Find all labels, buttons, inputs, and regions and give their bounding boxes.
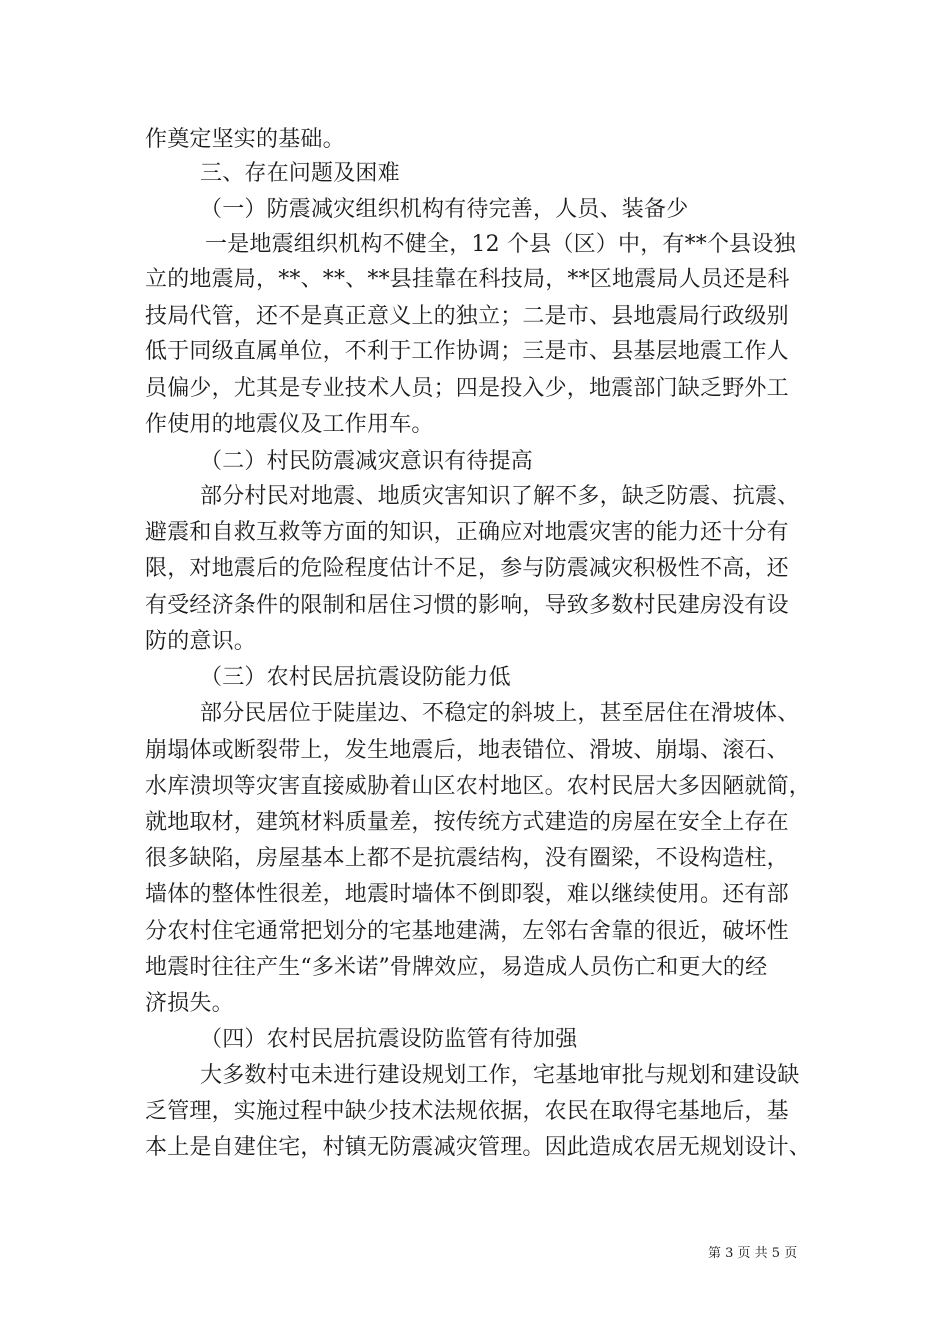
text-line: 限，对地震后的危险程度估计不足，参与防震减灾积极性不高，还 — [145, 556, 789, 581]
text-line: 避震和自救互救等方面的知识，正确应对地震灾害的能力还十分有 — [145, 520, 789, 545]
text-line: 部分村民对地震、地质灾害知识了解不多，缺乏防震、抗震、 — [200, 484, 800, 509]
subsection-heading: （三）农村民居抗震设防能力低 — [200, 665, 511, 690]
text-line: 低于同级直属单位，不利于工作协调；三是市、县基层地震工作人 — [145, 339, 789, 364]
section-heading: 三、存在问题及困难 — [200, 161, 400, 186]
text-line: 有受经济条件的限制和居住习惯的影响，导致多数村民建房没有设 — [145, 593, 789, 618]
text-line: 员偏少，尤其是专业技术人员；四是投入少，地震部门缺乏野外工 — [145, 376, 789, 401]
text-line: 本上是自建住宅，村镇无防震减灾管理。因此造成农居无规划设计、 — [145, 1135, 812, 1160]
text-line: 作使用的地震仪及工作用车。 — [145, 412, 434, 437]
text-line: 作奠定坚实的基础。 — [145, 127, 345, 152]
text-line: 崩塌体或断裂带上，发生地震后，地表错位、滑坡、崩塌、滚石、 — [145, 738, 789, 763]
text-line: 立的地震局，**、**、**县挂靠在科技局，**区地震局人员还是科 — [145, 267, 790, 292]
text-line: 地震时往往产生“多米诺”骨牌效应，易造成人员伤亡和更大的经 — [145, 955, 768, 980]
page-number: 第 3 页 共 5 页 — [708, 1246, 798, 1261]
text-line: 水库溃坝等灾害直接威胁着山区农村地区。农村民居大多因陋就简， — [145, 774, 812, 799]
text-line: 济损失。 — [145, 991, 234, 1016]
text-line: 部分民居位于陡崖边、不稳定的斜坡上，甚至居住在滑坡体、 — [200, 701, 800, 726]
text-line: 防的意识。 — [145, 629, 257, 654]
text-line: 就地取材，建筑材料质量差，按传统方式建造的房屋在安全上存在 — [145, 810, 789, 835]
text-line: 一是地震组织机构不健全，12 个县（区）中，有**个县设独 — [205, 232, 796, 257]
text-line: 大多数村屯未进行建设规划工作，宅基地审批与规划和建设缺 — [200, 1063, 800, 1088]
subsection-heading: （二）村民防震减灾意识有待提高 — [200, 449, 534, 474]
text-line: 墙体的整体性很差，地震时墙体不倒即裂，难以继续使用。还有部 — [145, 882, 789, 907]
subsection-heading: （一）防震减灾组织机构有待完善，人员、装备少 — [200, 197, 689, 222]
text-line: 技局代管，还不是真正意义上的独立；二是市、县地震局行政级别 — [145, 304, 789, 329]
text-line: 乏管理，实施过程中缺少技术法规依据，农民在取得宅基地后，基 — [145, 1099, 789, 1124]
text-line: 分农村住宅通常把划分的宅基地建满，左邻右舍靠的很近，破坏性 — [145, 919, 789, 944]
subsection-heading: （四）农村民居抗震设防监管有待加强 — [200, 1027, 578, 1052]
text-line: 很多缺陷，房屋基本上都不是抗震结构，没有圈梁，不设构造柱， — [145, 846, 789, 871]
